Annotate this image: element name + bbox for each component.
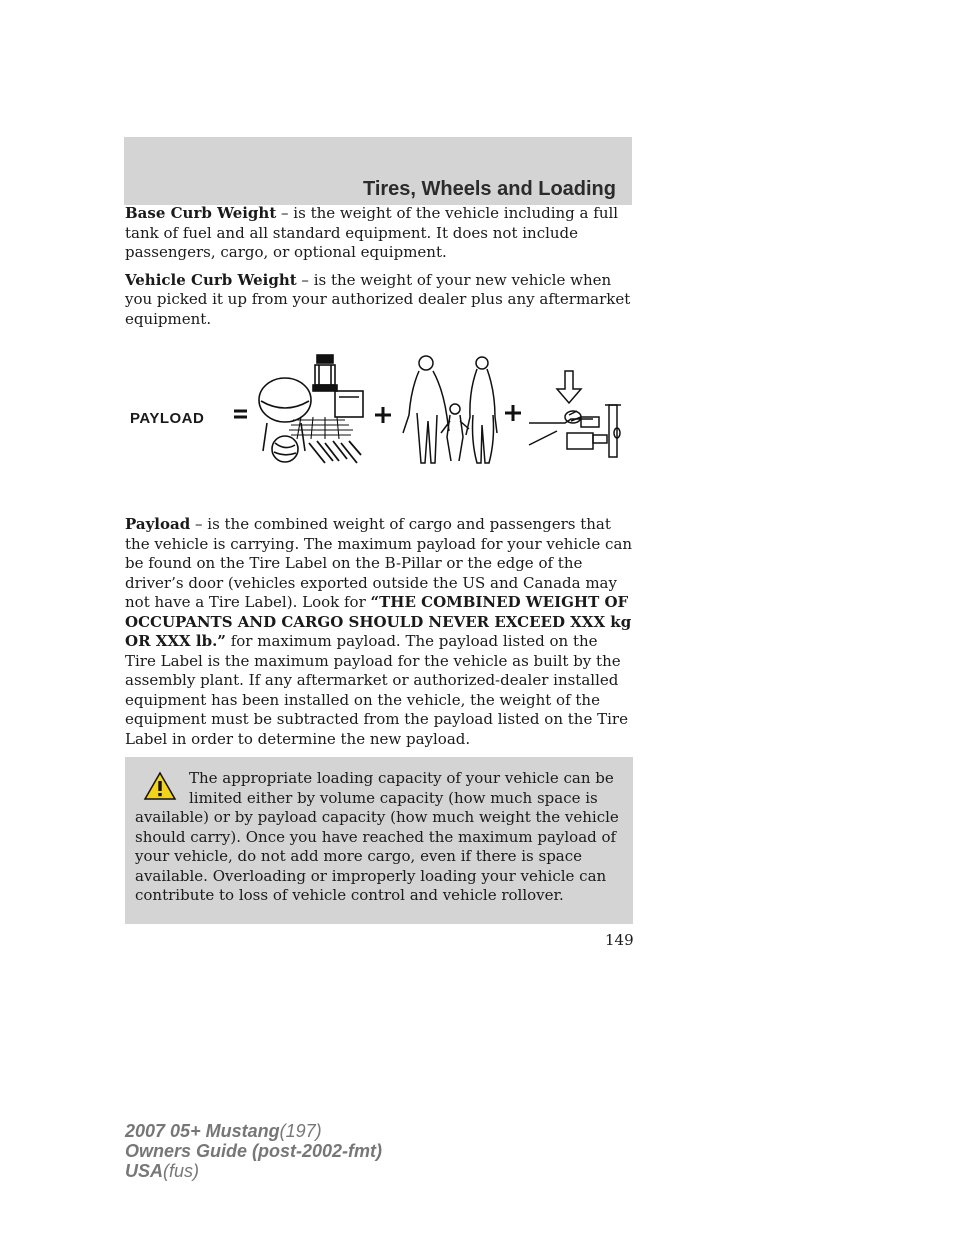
definition-payload — [125, 515, 633, 749]
section-title: Tires, Wheels and Loading — [362, 178, 616, 200]
warning-callout — [125, 757, 633, 924]
family-passengers-icon — [403, 356, 497, 463]
footer-market-code: (fus) — [163, 1161, 200, 1181]
definition-text: – is the weight of your new vehicle when you picked it up from your authorized dealer plus any aftermarket equipment. — [125, 270, 631, 328]
term-label: Base Curb Weight — [125, 204, 277, 222]
page-content — [125, 204, 633, 924]
term-label: Vehicle Curb Weight — [125, 270, 297, 289]
footer-line-market — [125, 1161, 382, 1181]
payload-text-before: – is the combined weight of cargo and passengers that the vehicle is carrying. The maximum payload for your vehicle can be found on the Tire Label on the B-Pillar or the edge of the driver’s door (vehicles exported outside the US and Canada may not have a Tire Label). Look for — [125, 515, 633, 611]
trailer-hitch-tongue-load-icon — [529, 371, 621, 457]
footer-line-guide — [125, 1141, 382, 1161]
document-footer — [125, 1121, 382, 1181]
page-number: 149 — [605, 931, 634, 949]
plus-sign-icon — [505, 405, 521, 421]
footer-market: USA — [125, 1161, 164, 1181]
equals-sign-icon — [234, 411, 247, 417]
footer-model: 2007 05+ Mustang — [125, 1121, 280, 1141]
cargo-grill-lantern-cooler-icon — [259, 355, 363, 463]
warning-text: The appropriate loading capacity of your vehicle can be limited either by volume capacity (how much space is available) or by payload capacity (how much weight the vehicle should carry). Once you have reached the maximum payload of your vehicle, do not add more cargo, even if there is space available. Overloading or improperly loading your vehicle can contribute to loss of vehicle control and vehicle rollover. — [135, 769, 619, 904]
payload-figure-drawing — [125, 345, 633, 505]
payload-text-after: for maximum payload. The payload listed on the Tire Label is the maximum payload for the vehicle as built by the assembly plant. If any aftermarket or authorized-dealer installed equipment has been installed on the vehicle, the weight of the equipment must be subtracted from the payload listed on the Tire Label in order to determine the new payload. — [125, 632, 628, 748]
definition-text: – is the weight of the vehicle including a full tank of fuel and all standard equipment. It does not include passengers, cargo, or optional equipment. — [125, 204, 619, 261]
footer-model-code: (197) — [279, 1121, 322, 1141]
footer-line-model — [125, 1121, 382, 1141]
warning-triangle-icon — [143, 771, 177, 801]
section-header-band — [124, 137, 632, 205]
definition-vehicle-curb-weight — [125, 271, 633, 330]
term-label: Payload — [125, 515, 191, 533]
plus-sign-icon — [375, 407, 391, 423]
tire-label-quote: “THE COMBINED WEIGHT OF OCCUPANTS AND CARGO SHOULD NEVER EXCEED XXX kg OR XXX lb.” — [125, 593, 632, 650]
footer-guide: Owners Guide (post-2002-fmt) — [125, 1141, 383, 1161]
payload-illustration — [125, 345, 633, 505]
definition-base-curb-weight — [125, 204, 633, 263]
payload-figure-label: PAYLOAD — [130, 410, 205, 427]
